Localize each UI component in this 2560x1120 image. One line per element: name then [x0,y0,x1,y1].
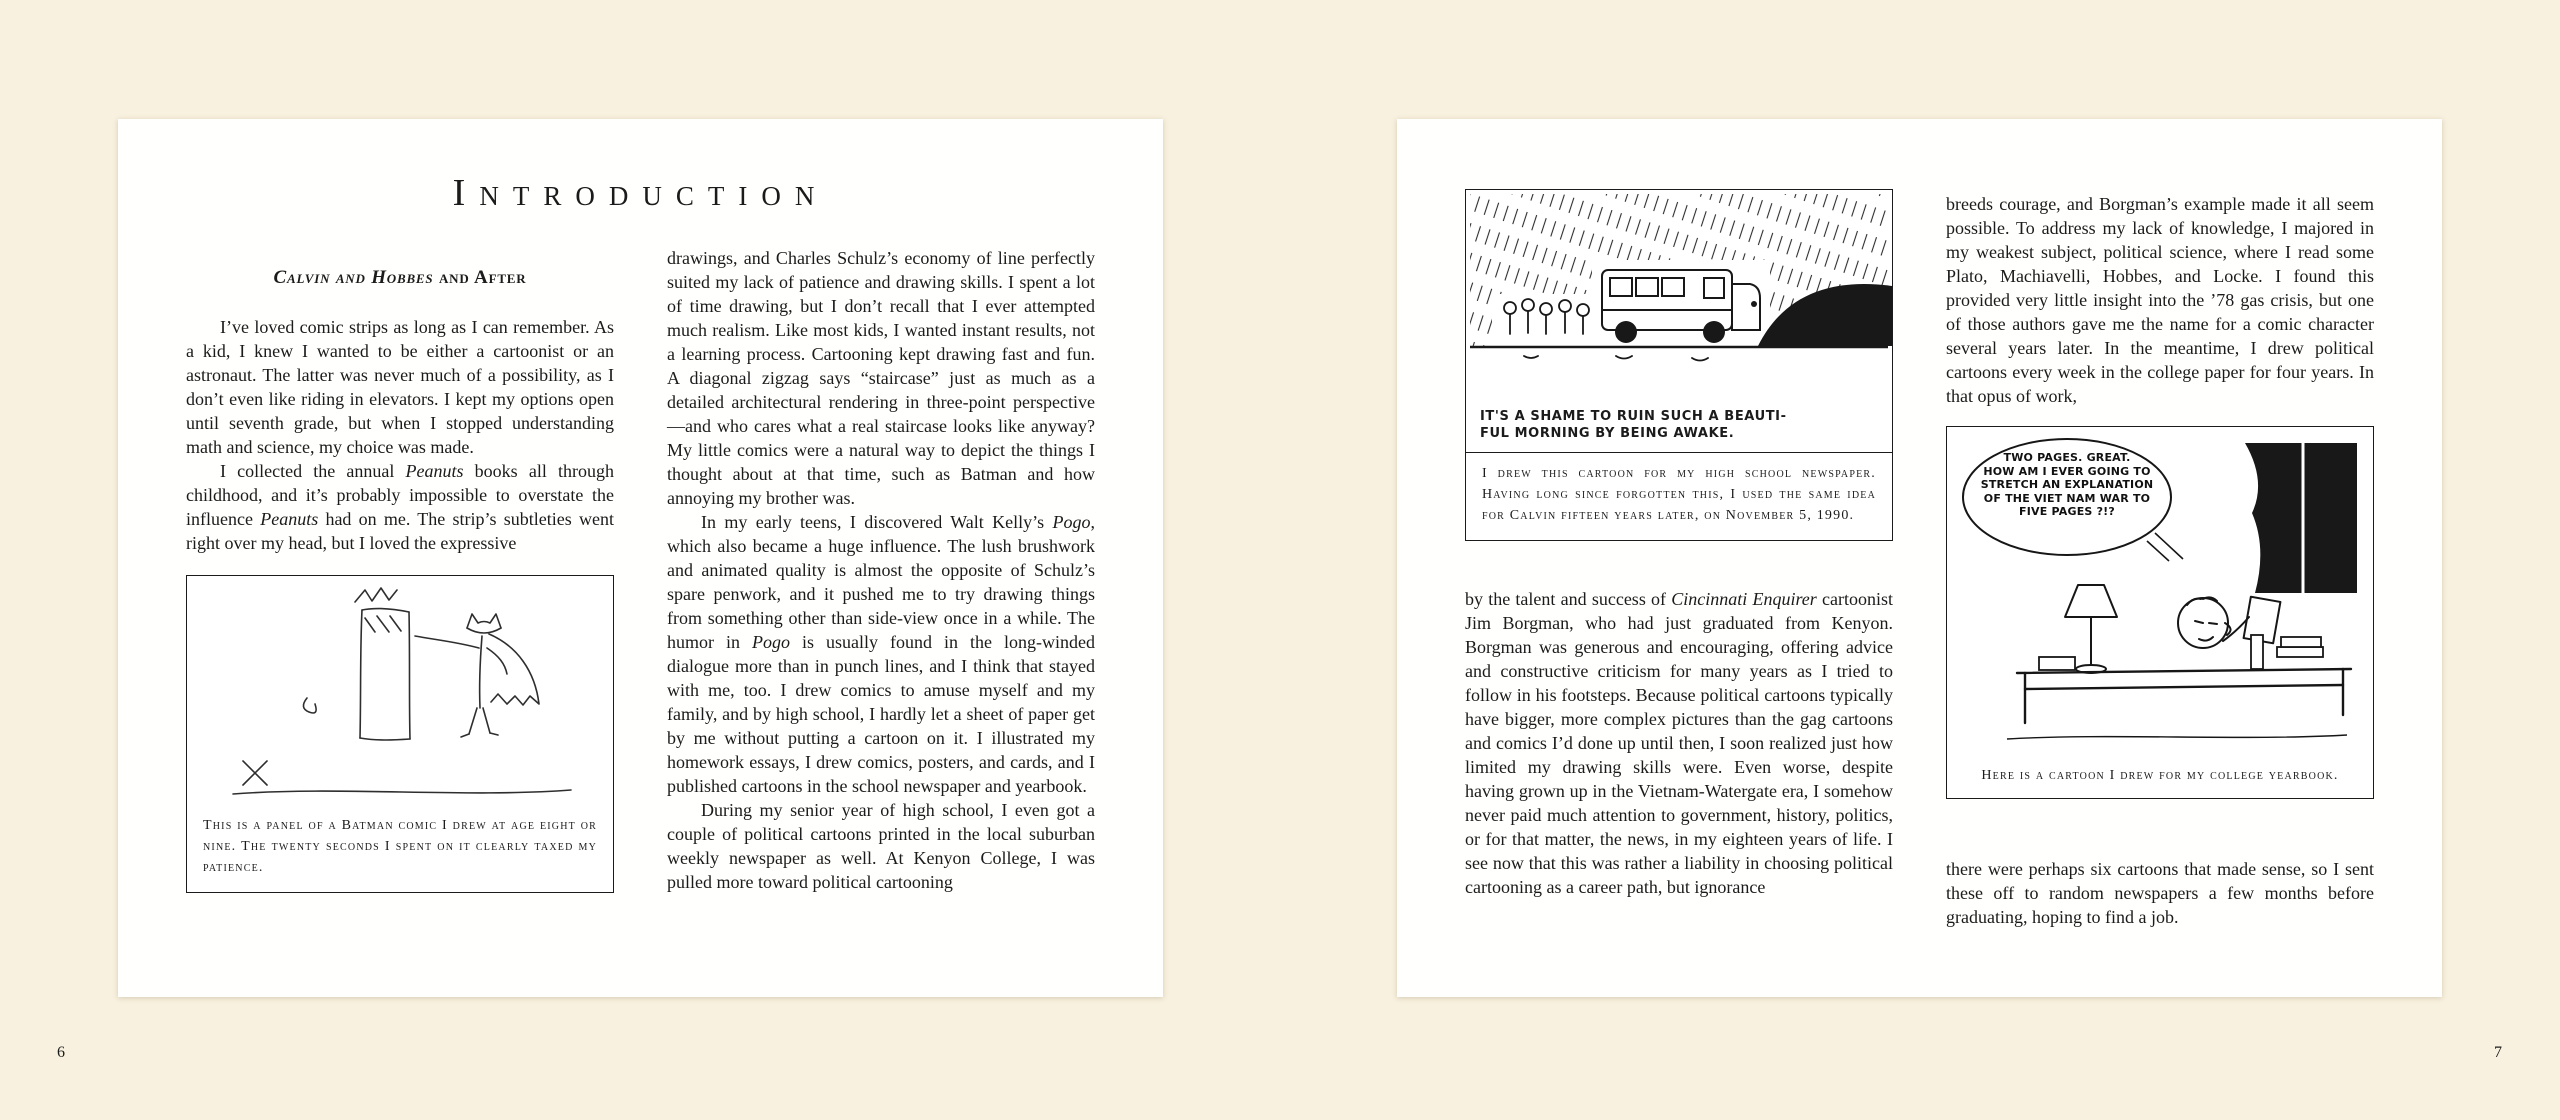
left-column1-paragraphs [186,315,614,555]
cartoon-lettering-line: TWO PAGES. GREAT. [2003,451,2131,464]
section-heading-italic: Calvin and Hobbes [273,267,434,288]
right-column2-top-paragraphs [1946,192,2374,408]
section-heading-rest: and After [433,267,527,288]
bus-figure-caption: I drew this cartoon for my high school newspaper. Having long since forgotten this, I used the same idea for Calvin fifteen years later, on November 5, 1990. [1466,452,1892,540]
left-page-column-2 [667,246,1095,894]
cartoon-lettering-line: FIVE PAGES ?!? [2019,505,2115,518]
page-number-left: 6 [57,1044,65,1061]
paragraph: there were perhaps six cartoons that made sense, so I sent these off to random newspapers a few months before graduating, hoping to find a job. [1946,859,2374,927]
cartoon-lettering-line: HOW AM I EVER GOING TO [1983,464,2151,478]
yearbook-figure-caption: Here is a cartoon I drew for my college yearbook. [1981,768,2339,783]
batman-sketch-illustration [187,576,613,811]
batman-figure-caption: This is a panel of a Batman comic I drew at age eight or nine. The twenty seconds I spent on it clearly taxed my patience. [203,818,597,875]
bus-cartoon-lettering [1466,402,1892,452]
school-bus-cartoon-illustration [1466,190,1892,402]
cartoon-lettering-line: STRETCH AN EXPLANATION [1980,478,2154,491]
yearbook-cartoon-art [1947,427,2373,757]
yearbook-cartoon-figure [1946,426,2374,799]
paragraph: breeds courage, and Borgman’s example made it all seem possible. To address my lack of knowledge, I majored in my weakest subject, political science, where I read some Plato, Machiavelli, Hobbes, and Locke. I found this provided very little insight into the ’78 gas crisis, but one of those authors gave me the name for a comic character several years later. In the meantime, I drew political cartoons every week in the college paper for four years. In that opus of work, [1946,194,2374,406]
page-title: Introduction [452,172,829,214]
right-page [1397,119,2442,997]
cartoon-lettering-line: OF THE VIET NAM WAR TO [1983,491,2151,505]
section-heading [186,267,614,289]
paragraph: I’ve loved comic strips as long as I can remember. As a kid, I knew I wanted to be either a cartoonist or an astronaut. The latter was never much of a possibility, as I don’t even like riding in elevators. I kept my options open until seventh grade, but when I stopped understanding math and science, my choice was made. [186,317,614,457]
right-column1-paragraphs [1465,587,1893,899]
paragraph: During my senior year of high school, I even got a couple of political cartoons printed in the local suburban weekly newspaper as well. At Kenyon College, I was pulled more toward political cartooning [667,800,1095,892]
batman-sketch-figure [186,575,614,893]
speech-bubble-text [1967,451,2167,519]
right-page-column-2 [1946,192,2374,929]
left-page-column-1 [186,267,614,893]
page-number-right: 7 [2494,1044,2502,1061]
left-page [118,119,1163,997]
paragraph: In my early teens, I discovered Walt Kelly’s Pogo, which also became a huge influence. The lush brushwork and animated quality is almost the opposite of Schulz’s spare penwork, and it pushed me to try drawing things from something other than side-view once in a while. The humor in Pogo is usually found in the long-winded dialogue more than in punch lines, and I think that stayed with me, too. I drew comics to amuse myself and my family, and by high school, I hardly let a sheet of paper get by me without putting a cartoon on it. I illustrated my homework essays, I drew comics, posters, and cards, and I published cartoons in the school newspaper and yearbook. [667,512,1095,796]
school-bus-cartoon-figure [1465,189,1893,541]
right-column2-bottom-paragraphs [1946,857,2374,929]
right-page-column-1 [1465,189,1893,899]
paragraph: by the talent and success of Cincinnati Enquirer cartoonist Jim Borgman, who had just graduated from Kenyon. Borgman was generous and encouraging, offering advice and constructive criticism for many years as I tried to follow in his footsteps. Because political cartoons typically have bigger, more complex pictures than the gag cartoons and comics I’d done up until then, I soon realized just how limited my drawing skills were. Even worse, despite having grown up in the Vietnam-Watergate era, I somehow never paid much attention to government, history, politics, or for that matter, the news, in my eighteen years of life. I see now that this was rather a liability in choosing political cartooning as a career path, but ignorance [1465,589,1893,897]
cartoon-lettering-line: IT'S A SHAME TO RUIN SUCH A BEAUTI- [1480,409,1787,424]
school-bus-cartoon-art [1466,190,1892,402]
cartoon-lettering-line: FUL MORNING BY BEING AWAKE. [1480,426,1735,441]
paragraph: drawings, and Charles Schulz’s economy of line perfectly suited my lack of patience and drawing skills. I spent a lot of time drawing, but I don’t recall that I ever attempted much realism. Like most kids, I wanted instant results, not a learning process. Cartooning kept drawing fast and fun. A diagonal zigzag says “staircase” just as much as a detailed architectural rendering in three-point perspective—and who cares what a real staircase looks like anyway? My little comics were a natural way to depict the things I thought about at that time, such as Batman and how annoying my brother was. [667,248,1095,508]
paragraph: I collected the annual Peanuts books all through childhood, and it’s probably impossible to overstate the influence Peanuts had on me. The strip’s subtleties went right over my head, but I loved the expressive [186,461,614,553]
